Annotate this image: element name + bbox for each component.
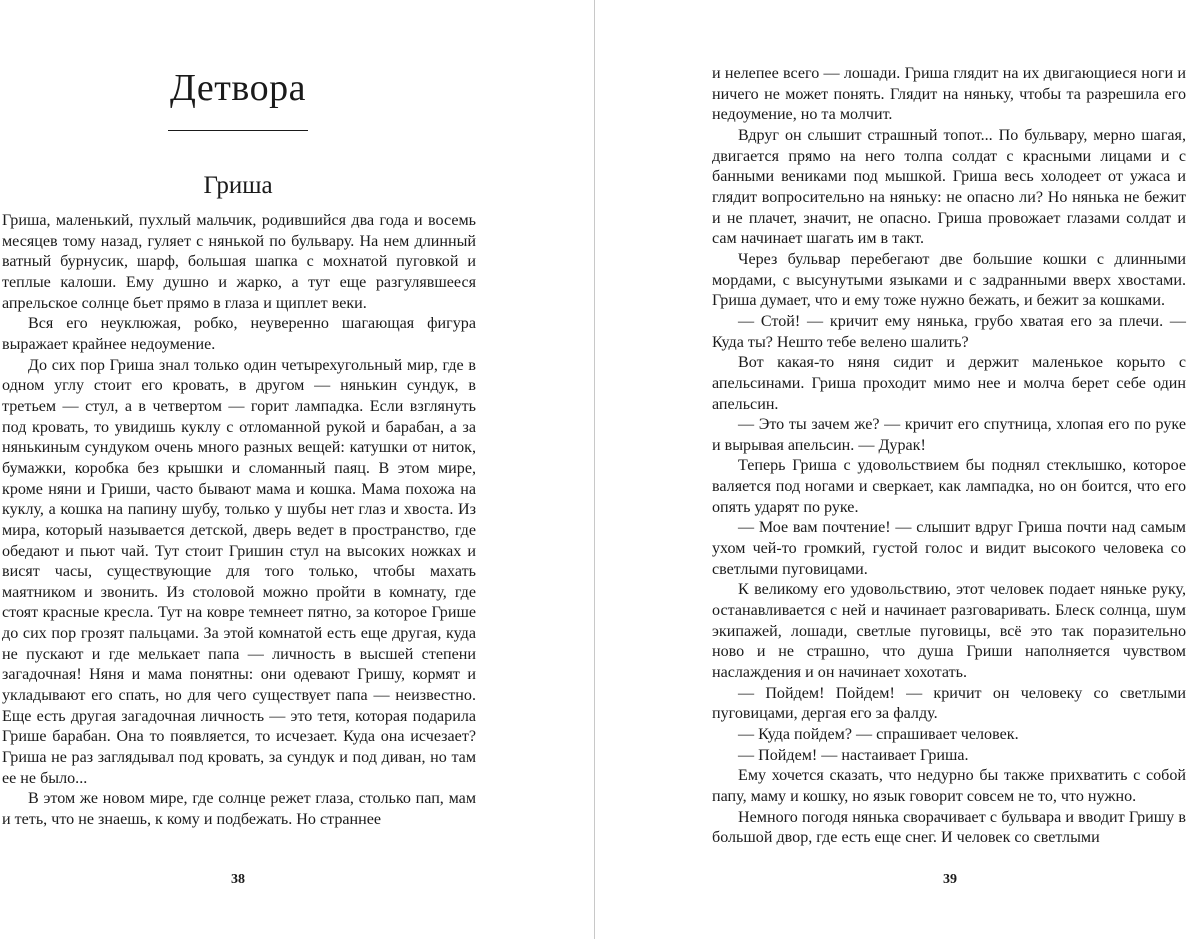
paragraph: — Куда пойдем? — спрашивает человек. <box>738 726 1019 743</box>
paragraph: и нелепее всего — лошади. Гриша глядит на их двигающиеся ноги и ничего не может понять. Глядит на няньку, чтобы та разрешила его недоумение, но та молчит. <box>712 65 1186 124</box>
paragraph: В этом же новом мире, где солнце режет глаза, столько пап, мам и теть, что не знаешь, к кому и подбежать. Но страннее <box>2 790 476 829</box>
section-title: Гриша <box>203 172 273 199</box>
left-page-text <box>2 211 476 831</box>
right-page-text <box>712 64 1186 849</box>
paragraph: — Это ты зачем же? — кричит его спутница, хлопая его по руке и вырывая апельсин. — Дурак! <box>712 416 1186 454</box>
paragraph: Вот какая-то няня сидит и держит маленькое корыто с апельсинами. Гриша проходит мимо нее и молча берет себе один апельсин. <box>712 354 1186 413</box>
page-number: 38 <box>231 872 245 887</box>
paragraph: — Мое вам почтение! — слышит вдруг Гриша почти над самым ухом чей-то громкий, густой голос и видит высокого человека со светлыми пуговицами. <box>712 519 1186 578</box>
paragraph: — Пойдем! — настаивает Гриша. <box>738 746 969 764</box>
paragraph: Через бульвар перебегают две большие кошки с длинными мордами, с высунутыми языками и с задранными вверх хвостами. Гриша думает, что и ему тоже нужно бежать, и бежит за кошками. <box>712 250 1186 310</box>
left-page <box>0 0 594 939</box>
chapter-title: Детвора <box>170 67 306 109</box>
paragraph: К великому его удовольствию, этот человек подает няньке руку, останавливается с ней и начинает разговаривать. Блеск солнца, шум экипажей, лошади, светлые пуговицы, всё это так поразительно ново и не страшно, что душа Гриши наполняется чувством наслаждения и он начинает хохотать. <box>712 581 1186 682</box>
paragraph: Вся его неуклюжая, робко, неуверенно шагающая фигура выражает крайнее недоумение. <box>2 315 476 353</box>
page-gutter <box>594 0 595 939</box>
title-rule <box>168 130 308 131</box>
paragraph: Вдруг он слышит страшный топот... По бульвару, мерно шагая, двигается прямо на него толпа солдат с красными лицами и с банными вениками под мышкой. Гриша весь холодеет от ужаса и глядит вопросительно на няньку: не опасно ли? Но нянька не бежит и не плачет, значит, не опасно. Гриша провожает глазами солдат и сам начинает шагать им в такт. <box>712 126 1186 248</box>
paragraph: Ему хочется сказать, что недурно бы также прихватить с собой папу, маму и кошку, но язык говорит совсем не то, что нужно. <box>712 767 1186 805</box>
page-number: 39 <box>943 872 957 887</box>
paragraph: Гриша, маленький, пухлый мальчик, родившийся два года и восемь месяцев тому назад, гуляет с нянькой по бульвару. На нем длинный ватный бурнусик, шарф, большая шапка с мохнатой пуговкой и теплые калоши. Ему душно и жарко, а тут еще разгулявшееся апрельское солнце бьет прямо в глаза и щиплет веки. <box>2 212 476 312</box>
right-page <box>596 0 1190 939</box>
paragraph: Теперь Гриша с удовольствием бы поднял стеклышко, которое валяется под ногами и сверкает, как лампадка, но он боится, что его опять ударят по руке. <box>712 457 1186 516</box>
paragraph: — Пойдем! Пойдем! — кричит он человеку со светлыми пуговицами, дергая его за фалду. <box>712 684 1186 723</box>
paragraph: — Стой! — кричит ему нянька, грубо хватая его за плечи. — Куда ты? Нешто тебе велено шалить? <box>712 312 1186 351</box>
paragraph: Немного погодя нянька сворачивает с бульвара и вводит Гришу в большой двор, где есть еще снег. И человек со светлыми <box>712 808 1186 847</box>
paragraph: До сих пор Гриша знал только один четырехугольный мир, где в одном углу стоит его кровать, в другом — нянькин сундук, в третьем — стул, а в четвертом — горит лампадка. Если взглянуть под кровать, то увидишь куклу с отломанной рукой и барабан, а за нянькиным сундуком очень много разных вещей: катушки от ниток, бумажки, коробка без крышки и сломанный паяц. В этом мире, кроме няни и Гриши, часто бывают мама и кошка. Мама похожа на куклу, а кошка на папину шубу, только у шубы нет глаз и хвоста. Из мира, который называется детской, дверь ведет в пространство, где обедают и пьют чай. Тут стоит Гришин стул на высоких ножках и висят часы, существующие для того только, чтобы махать маятником и звонить. Из столовой можно пройти в комнату, где стоят красные кресла. Тут на ковре темнеет пятно, за которое Грише до сих пор грозят пальцами. За этой комнатой есть еще другая, куда не пускают и где мелькает папа — личность в высшей степени загадочная! Няня и мама понятны: они одевают Гришу, кормят и укладывают его спать, но для чего существует папа — неизвестно. Еще есть другая загадочная личность — это тетя, которая подарила Грише барабан. Она то появляется, то исчезает. Куда она исчезает? Гриша не раз заглядывал под кровать, за сундук и под диван, но там ее не было... <box>2 356 476 787</box>
